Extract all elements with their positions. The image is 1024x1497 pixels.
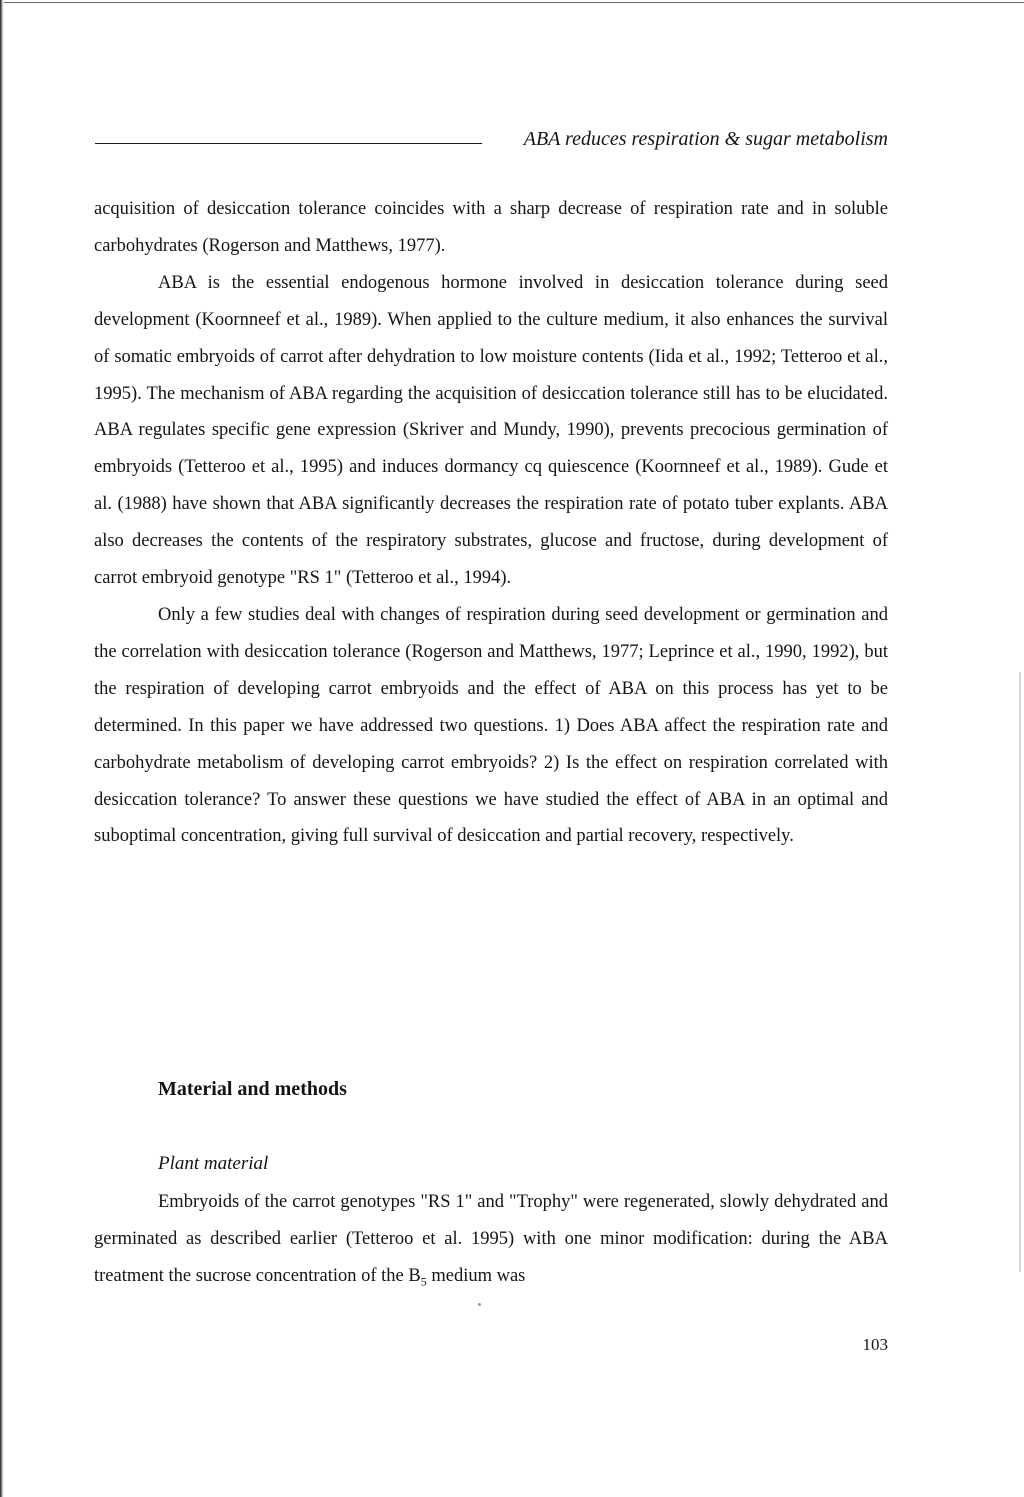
paragraph-4-text: Embryoids of the carrot genotypes "RS 1" and "Trophy" were regenerated, slowly dehydrated and germinated as described earlier (Tetteroo et al. 1995) with one minor modification: during the ABA treatment the sucrose concentration of the B	[94, 1192, 888, 1286]
scan-left-edge	[0, 0, 4, 1497]
subheading: Plant material	[158, 1153, 269, 1174]
stray-dot	[478, 1303, 481, 1306]
header-rule	[95, 143, 482, 144]
paragraph-2: ABA is the essential endogenous hormone involved in desiccation tolerance during seed development (Koornneef et al., 1989). When applied to the culture medium, it also enhances the survival of somatic embryoids of carrot after dehydration to low moisture contents (Iida et al., 1992; Tetteroo et al., 1995). The mechanism of ABA regarding the acquisition of desiccation tolerance still has to be elucidated. ABA regulates specific gene expression (Skriver and Mundy, 1990), prevents precocious germination of embryoids (Tetteroo et al., 1995) and induces dormancy cq quiescence (Koornneef et al., 1989). Gude et al. (1988) have shown that ABA significantly decreases the respiration rate of potato tuber explants. ABA also decreases the contents of the respiratory substrates, glucose and fructose, during development of carrot embryoid genotype "RS 1" (Tetteroo et al., 1994).	[94, 272, 888, 589]
section-heading: Material and methods	[158, 1078, 347, 1100]
paragraph-4	[94, 1184, 888, 1300]
subscript: 5	[420, 1274, 427, 1289]
introduction-text	[94, 191, 888, 855]
scan-top-line	[0, 2, 1024, 3]
page-number: 103	[862, 1335, 888, 1354]
running-head: ABA reduces respiration & sugar metabolism	[523, 128, 888, 150]
paragraph-3: Only a few studies deal with changes of respiration during seed development or germination and the correlation with desiccation tolerance (Rogerson and Matthews, 1977; Leprince et al., 1990, 1992), but the respiration of developing carrot embryoids and the effect of ABA on this process has yet to be determined. In this paper we have addressed two questions. 1) Does ABA affect the respiration rate and carbohydrate metabolism of developing carrot embryoids? 2) Is the effect on respiration correlated with desiccation tolerance? To answer these questions we have studied the effect of ABA in an optimal and suboptimal concentration, giving full survival of desiccation and partial recovery, respectively.	[94, 604, 888, 847]
paragraph-4-end: medium was	[426, 1265, 526, 1286]
scan-right-mark	[1019, 672, 1021, 1272]
paragraph-1: acquisition of desiccation tolerance coincides with a sharp decrease of respiration rate and in soluble carbohydrates (Rogerson and Matthews, 1977).	[94, 199, 888, 256]
methods-text	[94, 1184, 888, 1300]
